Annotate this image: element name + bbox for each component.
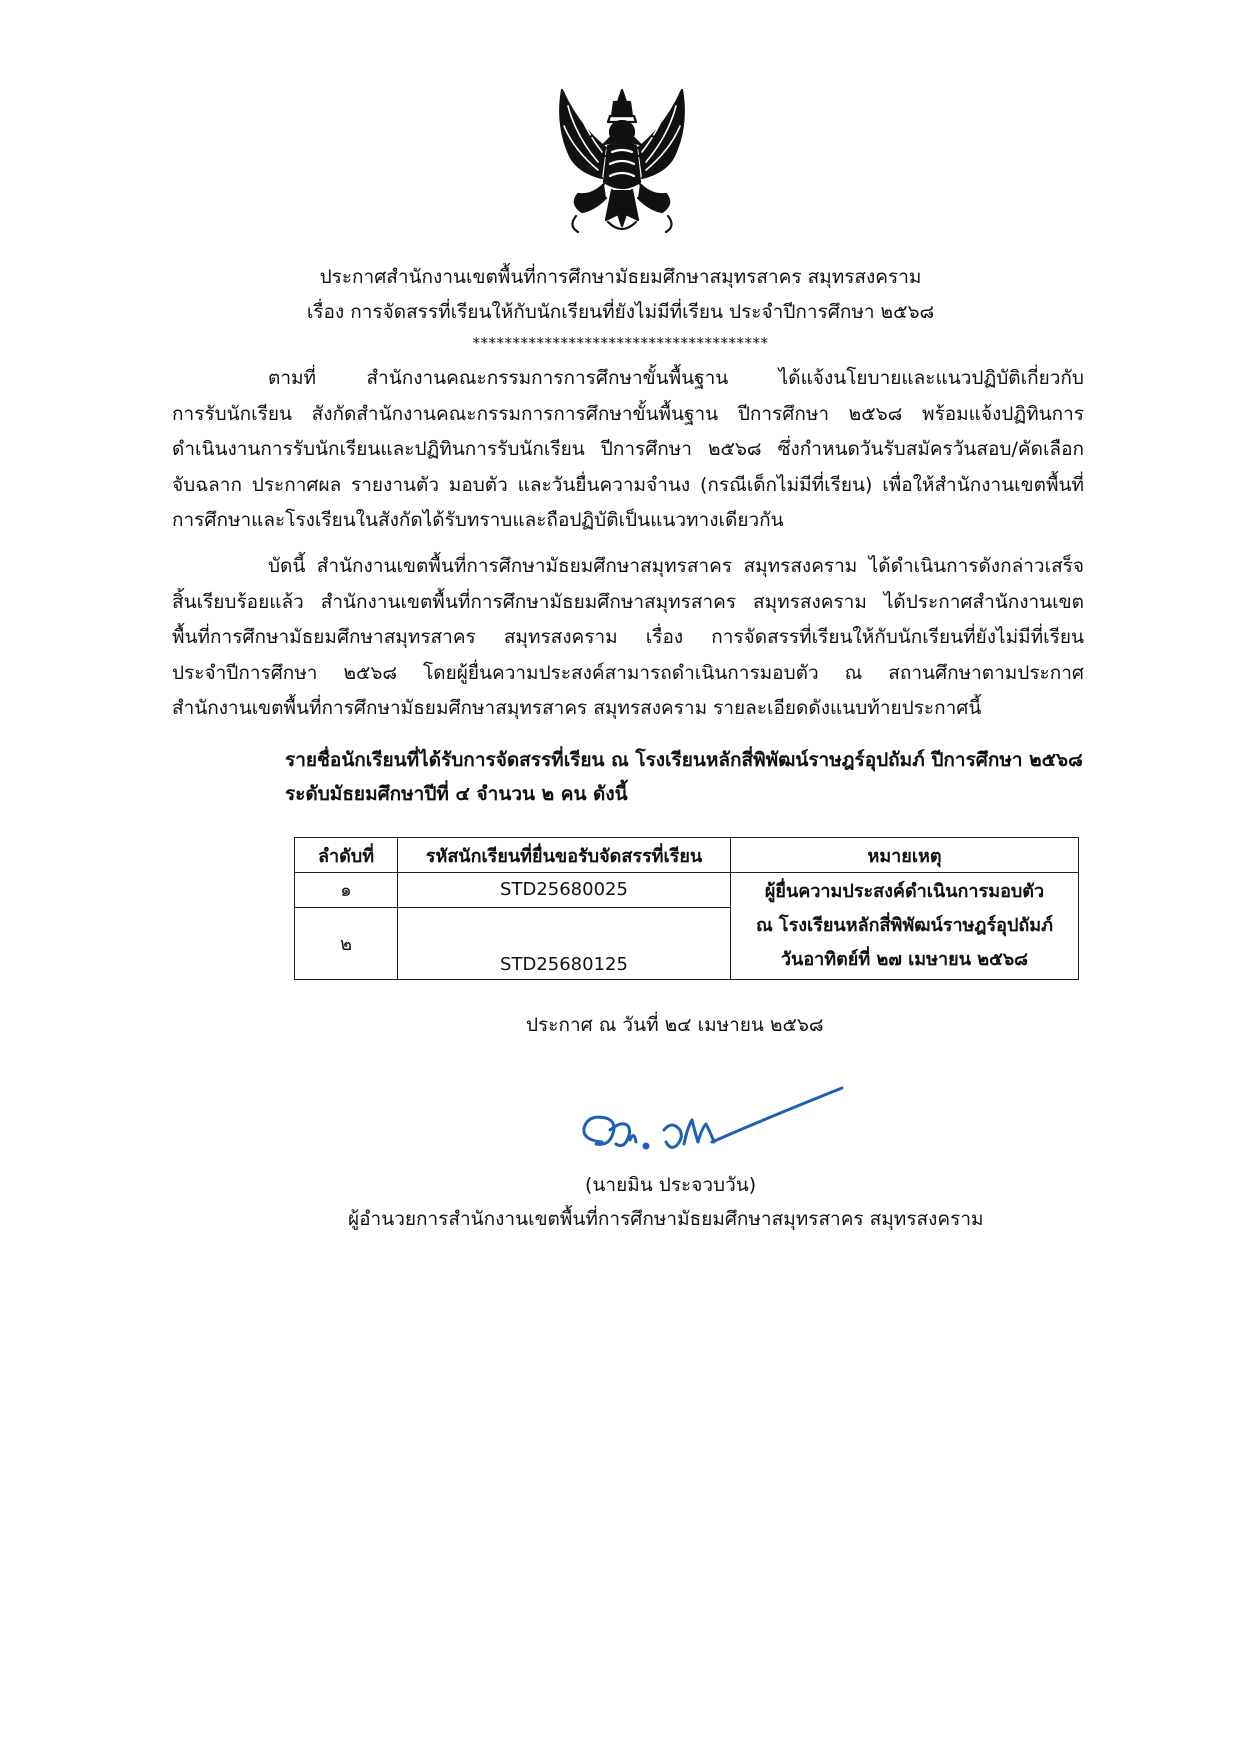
signatory-name: (นายมิน ประจวบวัน) <box>585 1174 757 1196</box>
garuda-emblem-icon <box>548 86 696 236</box>
paragraph-line: การรับนักเรียน สังกัดสำนักงานคณะกรรมการการศึกษาขั้นพื้นฐาน ปีการศึกษา ๒๕๖๘ พร้อมแจ้งปฏิทินการ <box>172 402 1084 425</box>
list-heading-line2: ระดับมัธยมศึกษาปีที่ ๔ จำนวน ๒ คน ดังนี้ <box>285 783 628 805</box>
row-order: ๒ <box>295 907 398 979</box>
paragraph-line: การศึกษาและโรงเรียนในสังกัดได้รับทราบและถือปฏิบัติเป็นแนวทางเดียวกัน <box>172 509 784 531</box>
remark-line: วันอาทิตย์ที่ ๒๗ เมษายน ๒๕๖๘ <box>780 949 1029 970</box>
announcement-title-line2: เรื่อง การจัดสรรที่เรียนให้กับนักเรียนที่ยังไม่มีที่เรียน ประจำปีการศึกษา ๒๕๖๘ <box>306 301 935 323</box>
signatory-position: ผู้อำนวยการสำนักงานเขตพื้นที่การศึกษามัธยมศึกษาสมุทรสาคร สมุทรสงคราม <box>348 1208 984 1230</box>
paragraph-line: ตามที่ สำนักงานคณะกรรมการการศึกษาขั้นพื้นฐาน ได้แจ้งนโยบายและแนวปฏิบัติเกี่ยวกับ <box>268 367 1084 389</box>
row-student-id: STD25680125 <box>398 907 731 979</box>
paragraph-line: พื้นที่การศึกษามัธยมศึกษาสมุทรสาคร สมุทรสงคราม เรื่อง การจัดสรรที่เรียนให้กับนักเรียนที่ยังไม่มีที่เรียน <box>172 626 1084 648</box>
remark-line: ณ โรงเรียนหลักสี่พิพัฒน์ราษฎร์อุปถัมภ์ <box>755 915 1054 936</box>
header-order: ลำดับที่ <box>295 838 398 873</box>
row-order: ๑ <box>295 873 398 908</box>
paragraph-line: สิ้นเรียบร้อยแล้ว สำนักงานเขตพื้นที่การศึกษามัธยมศึกษาสมุทรสาคร สมุทรสงคราม ได้ประกาศสำนักงานเขต <box>172 590 1084 613</box>
paragraph-announcement <box>172 549 1084 727</box>
remark-line: ผู้ยื่นความประสงค์ดำเนินการมอบตัว <box>764 881 1045 902</box>
paragraph-line: สำนักงานเขตพื้นที่การศึกษามัธยมศึกษาสมุทรสาคร สมุทรสงคราม รายละเอียดดังแนบท้ายประกาศนี้ <box>172 697 982 719</box>
allocation-table <box>294 837 1079 980</box>
paragraph-line: ดำเนินงานการรับนักเรียนและปฏิทินการรับนักเรียน ปีการศึกษา ๒๕๖๘ ซึ่งกำหนดวันรับสมัครวันสอบ/คัดเลือก <box>172 438 1084 460</box>
announcement-title-line1: ประกาศสำนักงานเขตพื้นที่การศึกษามัธยมศึกษาสมุทรสาคร สมุทรสงคราม <box>319 266 922 288</box>
header-student-id: รหัสนักเรียนที่ยื่นขอรับจัดสรรที่เรียน <box>398 838 731 873</box>
handwritten-signature <box>572 1080 852 1180</box>
paragraph-background <box>172 361 1084 539</box>
title-separator: ************************************* <box>472 334 769 352</box>
paragraph-line: บัดนี้ สำนักงานเขตพื้นที่การศึกษามัธยมศึกษาสมุทรสาคร สมุทรสงคราม ได้ดำเนินการดังกล่าวเสร็จ <box>268 555 1084 577</box>
table-row <box>295 873 1079 908</box>
list-heading-line1: รายชื่อนักเรียนที่ได้รับการจัดสรรที่เรียน ณ โรงเรียนหลักสี่พิพัฒน์ราษฎร์อุปถัมภ์ ปีการศึกษา ๒๕๖๘ <box>285 749 1083 771</box>
row-remark <box>731 873 1079 980</box>
header-remark: หมายเหตุ <box>731 838 1079 873</box>
announcement-date: ประกาศ ณ วันที่ ๒๔ เมษายน ๒๕๖๘ <box>526 1014 824 1036</box>
paragraph-line: ประจำปีการศึกษา ๒๕๖๘ โดยผู้ยื่นความประสงค์สามารถดำเนินการมอบตัว ณ สถานศึกษาตามประกาศ <box>172 661 1084 684</box>
table-header-row <box>295 838 1079 873</box>
row-student-id: STD25680025 <box>398 873 731 908</box>
paragraph-line: จับฉลาก ประกาศผล รายงานตัว มอบตัว และวันยื่นความจำนง (กรณีเด็กไม่มีที่เรียน) เพื่อให้สำนักงานเขตพื้นที่ <box>172 473 1084 496</box>
